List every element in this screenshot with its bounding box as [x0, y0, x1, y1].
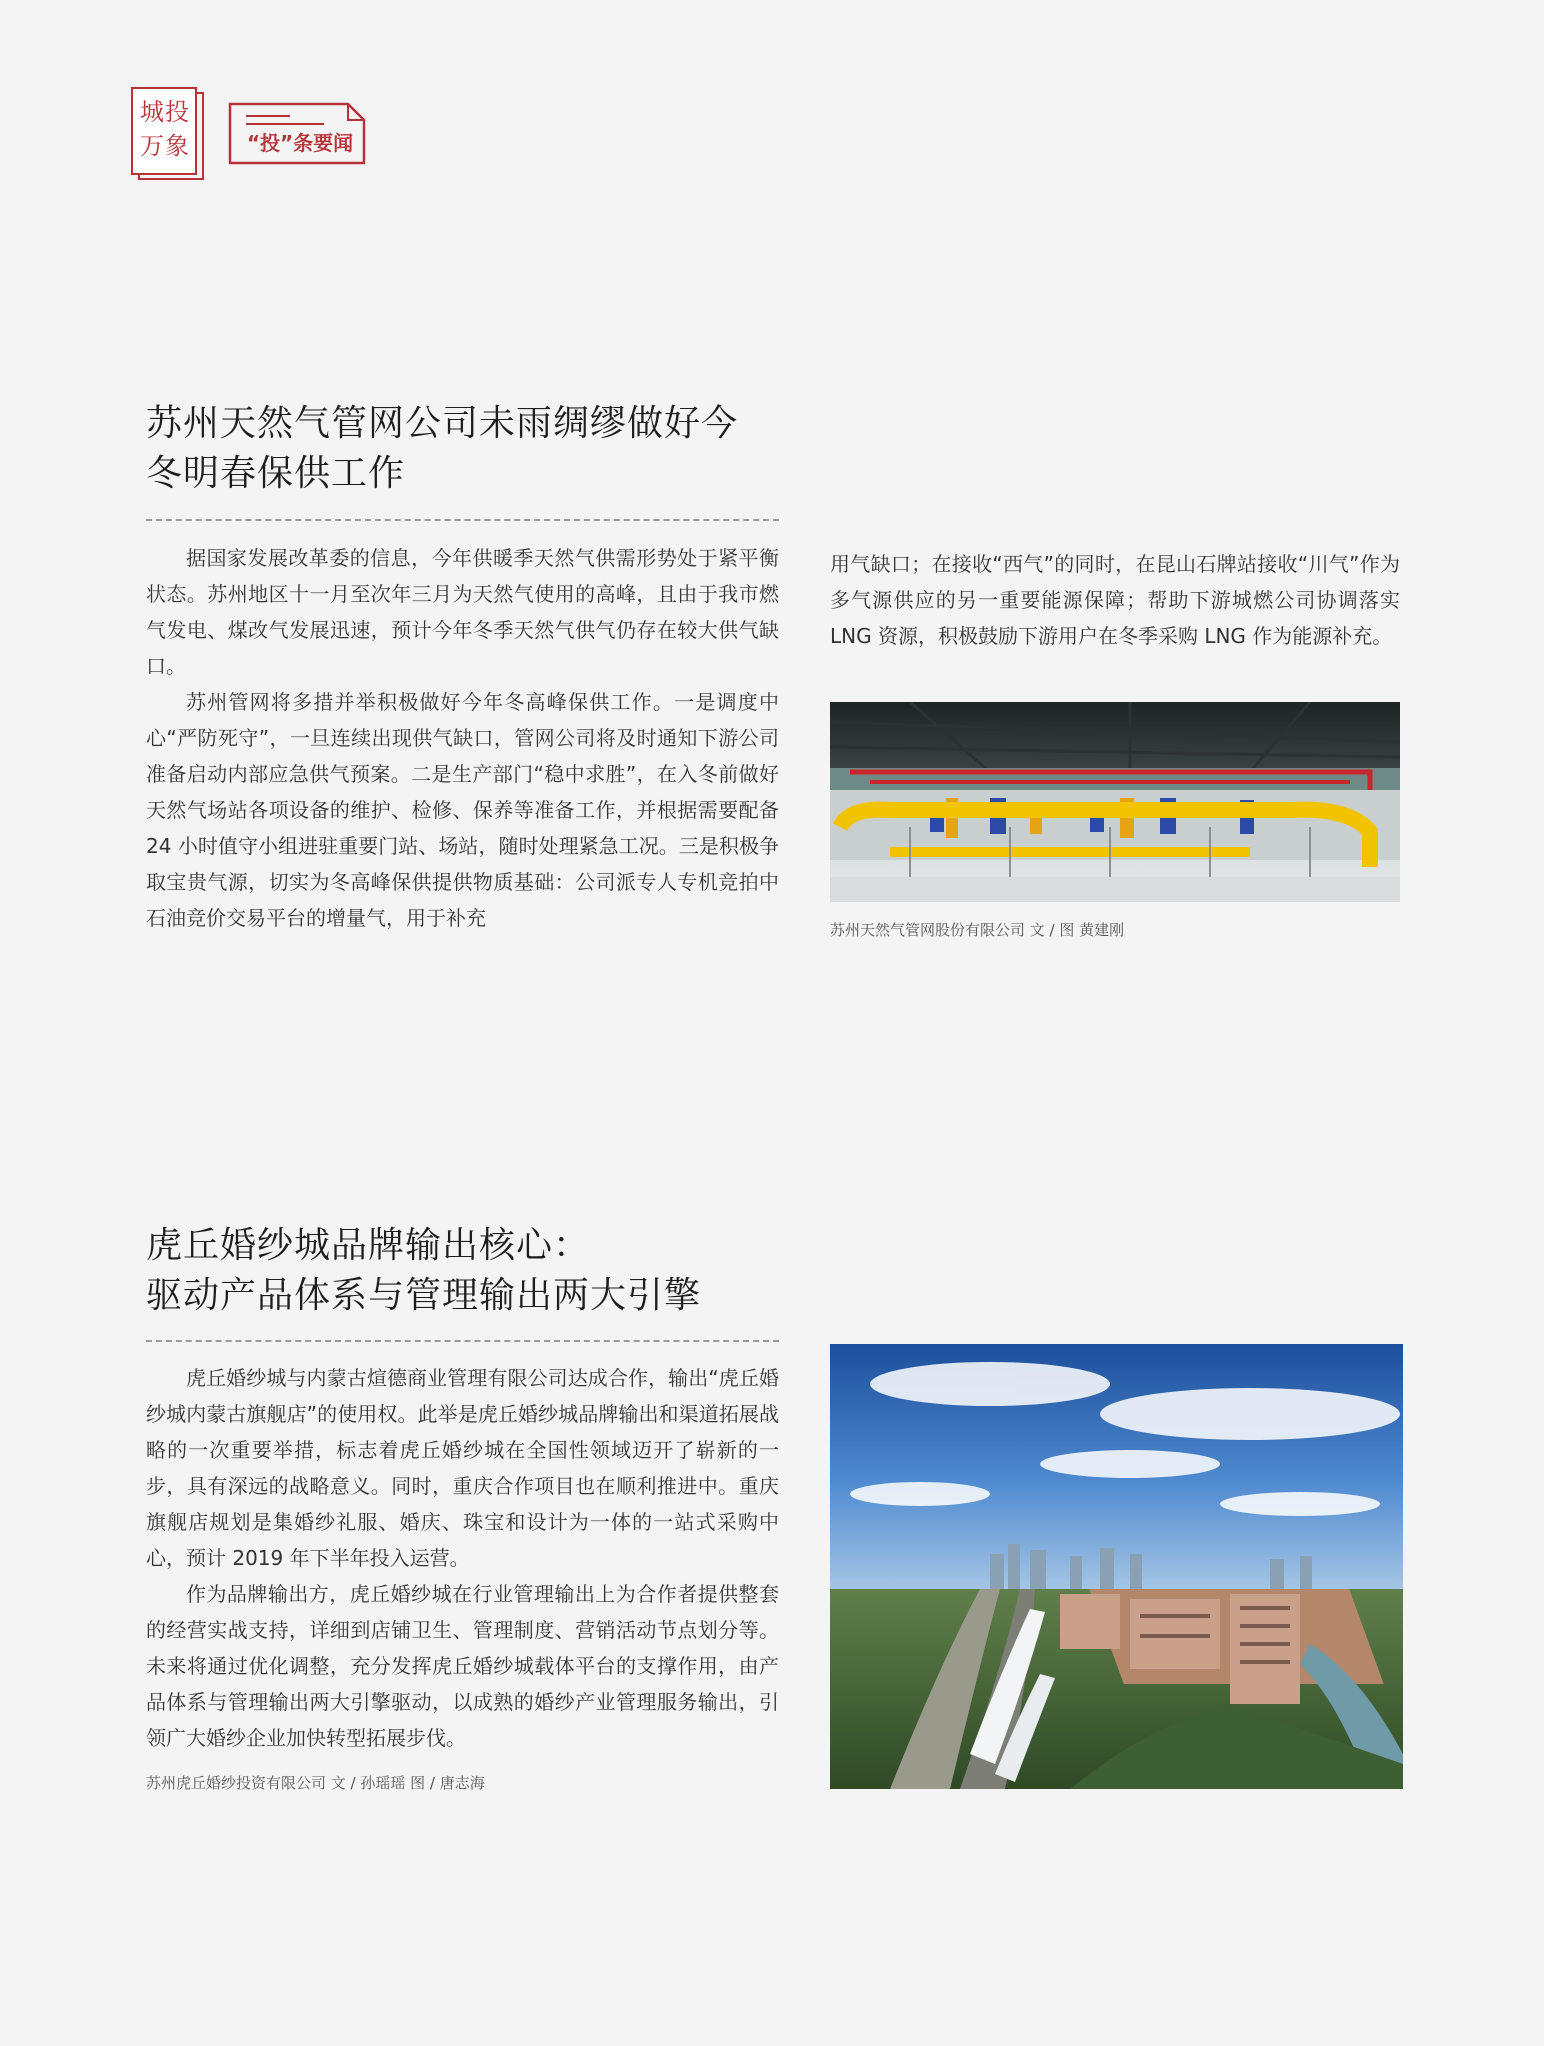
article2-title-line-1: 虎丘婚纱城品牌输出核心： — [146, 1225, 591, 1266]
article2-divider — [146, 1340, 779, 1342]
logo-line-1: 城投 — [140, 98, 190, 126]
article1-title-line-2: 冬明春保供工作 — [146, 453, 406, 494]
logo-text — [139, 95, 191, 163]
article2-paragraph-1: 虎丘婚纱城与内蒙古煊德商业管理有限公司达成合作，输出“虎丘婚纱城内蒙古旗舰店”的使用权。此举是虎丘婚纱城品牌输出和渠道拓展战略的一次重要举措，标志着虎丘婚纱城在全国性领域迈开了崭新的一步，具有深远的战略意义。同时，重庆合作项目也在顺利推进中。重庆旗舰店规划是集婚纱礼服、婚庆、珠宝和设计为一体的一站式采购中心，预计 2019 年下半年投入运营。 — [146, 1366, 779, 1570]
article1-left-column — [146, 540, 779, 936]
article1-right-column — [830, 546, 1400, 654]
article1-paragraph-2: 苏州管网将多措并举积极做好今年冬高峰保供工作。一是调度中心“严防死守”，一旦连续出现供气缺口，管网公司将及时通知下游公司准备启动内部应急供气预案。二是生产部门“稳中求胜”，在入冬前做好天然气场站各项设备的维护、检修、保养等准备工作，并根据需要配备 24 小时值守小组进驻重要门站、场站，随时处理紧急工况。三是积极争取宝贵气源，切实为冬高峰保供提供物质基础：公司派专人专机竞拍中石油竞价交易平台的增量气，用于补充 — [146, 690, 779, 930]
section-label: “投”条要闻 — [246, 131, 354, 155]
article2-title-line-2: 驱动产品体系与管理输出两大引擎 — [146, 1275, 702, 1316]
magazine-logo — [131, 87, 205, 179]
section-tag — [228, 102, 366, 165]
article1-divider — [146, 519, 779, 521]
article1-paragraph-3: 用气缺口；在接收“西气”的同时，在昆山石牌站接收“川气”作为多气源供应的另一重要能源保障；帮助下游城燃公司协调落实 LNG 资源，积极鼓励下游用户在冬季采购 LNG 作为能源补充。 — [830, 552, 1400, 648]
article1-title-line-1: 苏州天然气管网公司未雨绸缪做好今 — [146, 403, 739, 444]
article2-caption: 苏州虎丘婚纱投资有限公司 文 / 孙瑶瑶 图 / 唐志海 — [146, 1774, 485, 1792]
article1-paragraph-1: 据国家发展改革委的信息，今年供暖季天然气供需形势处于紧平衡状态。苏州地区十一月至次年三月为天然气使用的高峰，且由于我市燃气发电、煤改气发展迅速，预计今年冬季天然气供气仍存在较大供气缺口。 — [146, 546, 779, 678]
gas-station-photo — [830, 702, 1400, 902]
article2-paragraph-2: 作为品牌输出方，虎丘婚纱城在行业管理输出上为合作者提供整套的经营实战支持，详细到店铺卫生、管理制度、营销活动节点划分等。未来将通过优化调整，充分发挥虎丘婚纱城载体平台的支撑作用，由产品体系与管理输出两大引擎驱动，以成熟的婚纱产业管理服务输出，引领广大婚纱企业加快转型拓展步伐。 — [146, 1582, 779, 1750]
wedding-city-photo — [830, 1344, 1403, 1789]
article1-title — [146, 399, 796, 499]
article1-caption: 苏州天然气管网股份有限公司 文 / 图 黄建刚 — [830, 921, 1125, 939]
logo-line-2: 万象 — [140, 132, 190, 160]
article2-column — [146, 1360, 779, 1756]
article2-title — [146, 1221, 796, 1321]
